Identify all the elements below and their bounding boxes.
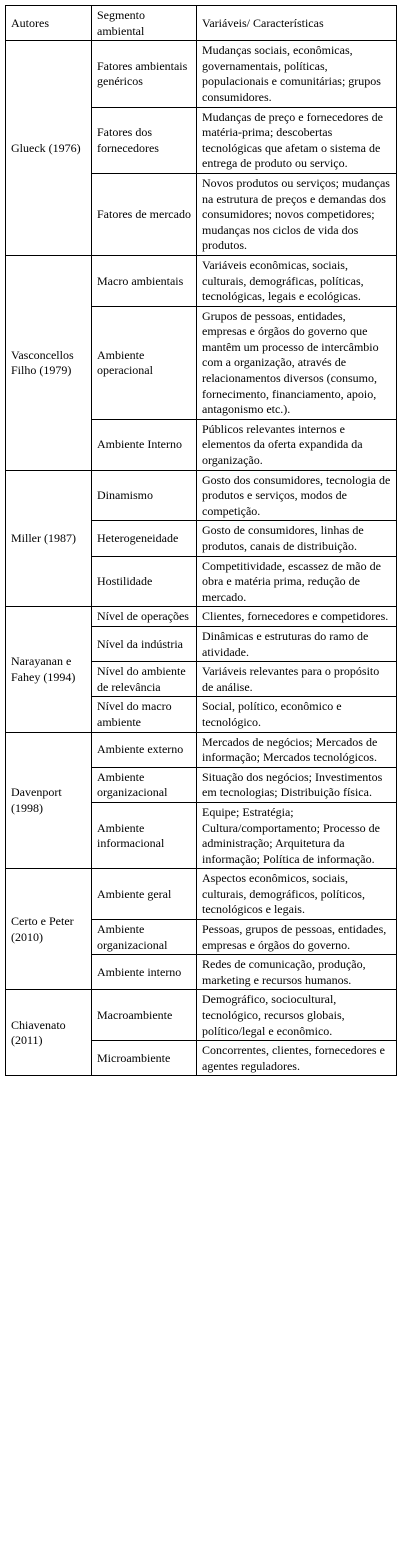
header-segmento: Segmento ambiental xyxy=(92,6,197,41)
table-row xyxy=(6,732,397,767)
variables-cell: Aspectos econômicos, sociais, culturais, demográficos, políticos, tecnológicos e legais. xyxy=(197,869,397,920)
table-row xyxy=(6,990,397,1041)
variables-cell: Variáveis relevantes para o propósito de análise. xyxy=(197,662,397,697)
segment-cell: Nível de operações xyxy=(92,607,197,627)
variables-cell: Gosto dos consumidores, tecnologia de produtos e serviços, modos de competição. xyxy=(197,470,397,521)
segment-cell: Ambiente externo xyxy=(92,732,197,767)
variables-cell: Dinâmicas e estruturas do ramo de atividade. xyxy=(197,626,397,661)
segment-cell: Heterogeneidade xyxy=(92,521,197,556)
variables-cell: Gosto de consumidores, linhas de produtos, canais de distribuição. xyxy=(197,521,397,556)
variables-cell: Concorrentes, clientes, fornecedores e agentes reguladores. xyxy=(197,1041,397,1076)
table-row xyxy=(6,607,397,627)
segment-cell: Ambiente geral xyxy=(92,869,197,920)
variables-cell: Redes de comunicação, produção, marketing e recursos humanos. xyxy=(197,955,397,990)
segment-cell: Macroambiente xyxy=(92,990,197,1041)
variables-cell: Demográfico, sociocultural, tecnológico, recursos globais, político/legal e econômico. xyxy=(197,990,397,1041)
variables-cell: Pessoas, grupos de pessoas, entidades, empresas e órgãos do governo. xyxy=(197,920,397,955)
table-row xyxy=(6,869,397,920)
table-row xyxy=(6,41,397,107)
segment-cell: Nível do macro ambiente xyxy=(92,697,197,732)
header-variaveis: Variáveis/ Características xyxy=(197,6,397,41)
segment-cell: Ambiente informacional xyxy=(92,802,197,868)
variables-cell: Mudanças sociais, econômicas, governamentais, políticas, populacionais e comunitárias; grupos consumidores. xyxy=(197,41,397,107)
segment-cell: Dinamismo xyxy=(92,470,197,521)
author-cell: Narayanan e Fahey (1994) xyxy=(6,607,92,732)
author-cell: Chiavenato (2011) xyxy=(6,990,92,1076)
variables-cell: Equipe; Estratégia; Cultura/comportamento; Processo de administração; Arquitetura da informação; Política de informação. xyxy=(197,802,397,868)
segment-cell: Fatores dos fornecedores xyxy=(92,107,197,173)
header-row xyxy=(6,6,397,41)
table-row xyxy=(6,255,397,306)
segment-cell: Fatores de mercado xyxy=(92,173,197,255)
author-cell: Miller (1987) xyxy=(6,470,92,607)
variables-cell: Novos produtos ou serviços; mudanças na estrutura de preços e demandas dos consumidores; novos competidores; mudanças nos ciclos de vida dos produtos. xyxy=(197,173,397,255)
table-row xyxy=(6,470,397,521)
variables-cell: Situação dos negócios; Investimentos em tecnologias; Distribuição física. xyxy=(197,767,397,802)
variables-cell: Grupos de pessoas, entidades, empresas e órgãos do governo que mantêm um processo de intercâmbio com a organização, através de relacionamentos diversos (consumo, fornecimento, financiamento, apoio, antagonismo etc.). xyxy=(197,306,397,419)
segment-cell: Ambiente organizacional xyxy=(92,767,197,802)
segment-cell: Ambiente interno xyxy=(92,955,197,990)
header-autores: Autores xyxy=(6,6,92,41)
author-cell: Davenport (1998) xyxy=(6,732,92,869)
environment-table xyxy=(5,5,397,1076)
table-body xyxy=(6,6,397,1076)
author-cell: Vasconcellos Filho (1979) xyxy=(6,255,92,470)
variables-cell: Públicos relevantes internos e elementos da oferta expandida da organização. xyxy=(197,419,397,470)
variables-cell: Mercados de negócios; Mercados de informação; Mercados tecnológicos. xyxy=(197,732,397,767)
segment-cell: Hostilidade xyxy=(92,556,197,607)
segment-cell: Nível da indústria xyxy=(92,626,197,661)
segment-cell: Fatores ambientais genéricos xyxy=(92,41,197,107)
segment-cell: Ambiente operacional xyxy=(92,306,197,419)
variables-cell: Social, político, econômico e tecnológico. xyxy=(197,697,397,732)
variables-cell: Clientes, fornecedores e competidores. xyxy=(197,607,397,627)
variables-cell: Competitividade, escassez de mão de obra e matéria prima, redução de mercado. xyxy=(197,556,397,607)
author-cell: Certo e Peter (2010) xyxy=(6,869,92,990)
segment-cell: Ambiente organizacional xyxy=(92,920,197,955)
segment-cell: Nível do ambiente de relevância xyxy=(92,662,197,697)
segment-cell: Macro ambientais xyxy=(92,255,197,306)
author-cell: Glueck (1976) xyxy=(6,41,92,256)
segment-cell: Microambiente xyxy=(92,1041,197,1076)
segment-cell: Ambiente Interno xyxy=(92,419,197,470)
variables-cell: Mudanças de preço e fornecedores de matéria-prima; descobertas tecnológicas que afetam o sistema de entrega de produto ou serviço. xyxy=(197,107,397,173)
variables-cell: Variáveis econômicas, sociais, culturais, demográficas, políticas, tecnológicas, legais e ecológicas. xyxy=(197,255,397,306)
